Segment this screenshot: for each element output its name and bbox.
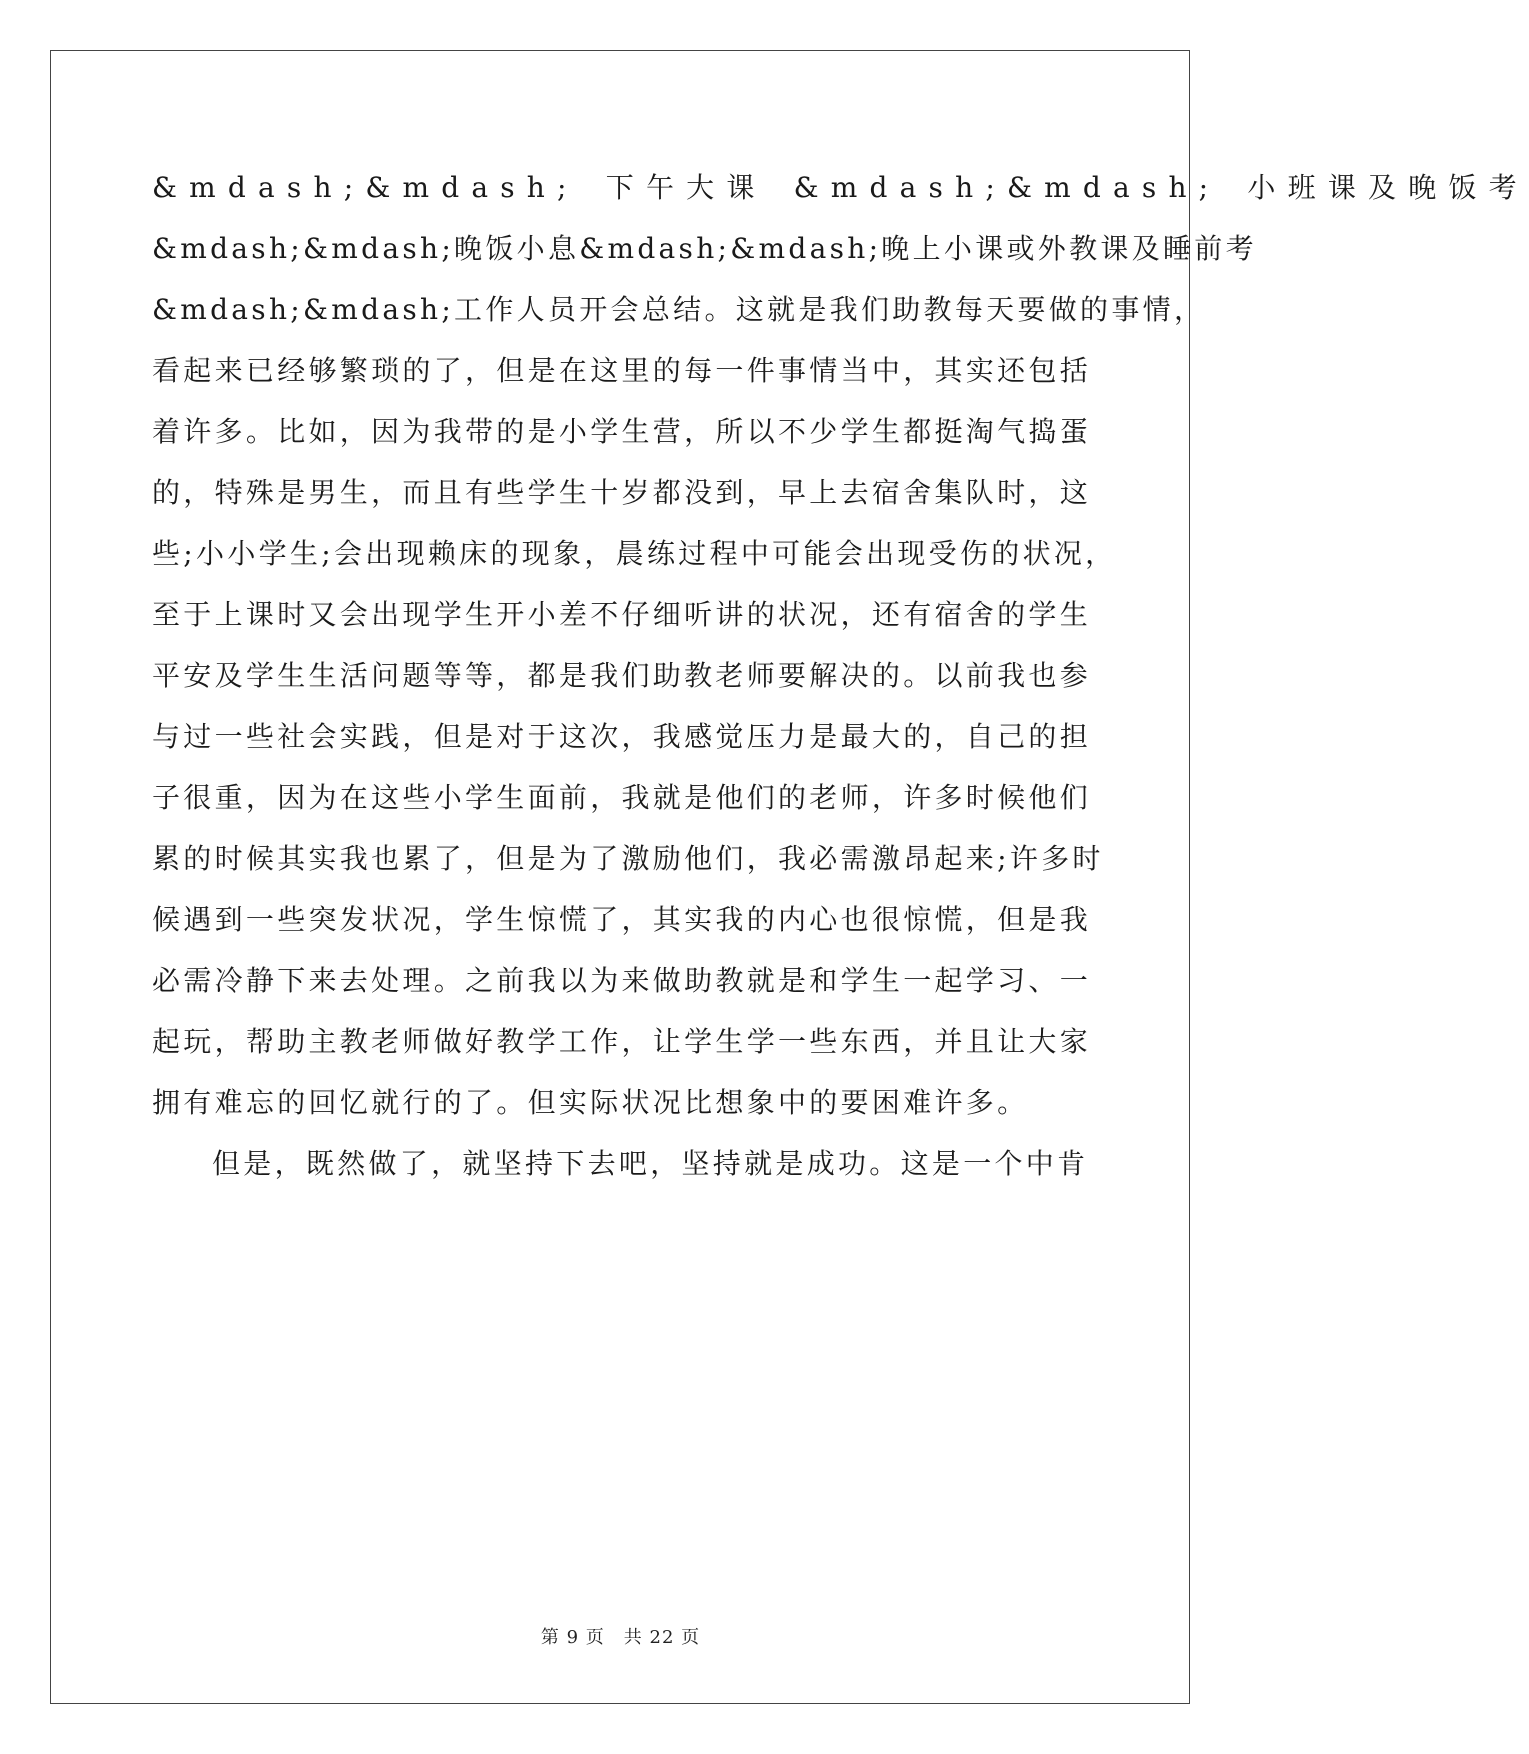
page-number: 第 9 页 共 22 页 bbox=[540, 1627, 701, 1648]
text-line: 看起来已经够繁琐的了，但是在这里的每一件事情当中，其实还包括 bbox=[152, 354, 1092, 387]
paragraph-first-line: 但是，既然做了，就坚持下去吧，坚持就是成功。这是一个中肯 bbox=[212, 1147, 1089, 1180]
text-line: 至于上课时又会出现学生开小差不仔细听讲的状况，还有宿舍的学生 bbox=[152, 598, 1092, 631]
text-line: 累的时候其实我也累了，但是为了激励他们，我必需激昂起来;许多时 bbox=[152, 842, 1104, 875]
text-line: 起玩，帮助主教老师做好教学工作，让学生学一些东西，并且让大家 bbox=[152, 1025, 1092, 1058]
text-line: 候遇到一些突发状况，学生惊慌了，其实我的内心也很惊慌，但是我 bbox=[152, 903, 1092, 936]
text-line: 拥有难忘的回忆就行的了。但实际状况比想象中的要困难许多。 bbox=[152, 1086, 1029, 1119]
text-line: &mdash;&mdash;工作人员开会总结。这就是我们助教每天要做的事情， bbox=[152, 293, 1206, 326]
text-line: 必需冷静下来去处理。之前我以为来做助教就是和学生一起学习、一 bbox=[152, 964, 1092, 997]
text-line: 些;小小学生;会出现赖床的现象，晨练过程中可能会出现受伤的状况， bbox=[152, 537, 1117, 570]
text-line: 平安及学生生活问题等等，都是我们助教老师要解决的。以前我也参 bbox=[152, 659, 1092, 692]
text-line: 的，特殊是男生，而且有些学生十岁都没到，早上去宿舍集队时，这 bbox=[152, 476, 1092, 509]
text-line: &mdash;&mdash;晚饭小息&mdash;&mdash;晚上小课或外教课及睡前考 bbox=[152, 232, 1257, 265]
text-line: &mdash;&mdash; 下午大课 &mdash;&mdash; 小班课及晚饭考 bbox=[152, 171, 1529, 204]
text-line: 与过一些社会实践，但是对于这次，我感觉压力是最大的，自己的担 bbox=[152, 720, 1092, 753]
text-line: 着许多。比如，因为我带的是小学生营，所以不少学生都挺淘气捣蛋 bbox=[152, 415, 1092, 448]
text-line: 子很重，因为在这些小学生面前，我就是他们的老师，许多时候他们 bbox=[152, 781, 1092, 814]
